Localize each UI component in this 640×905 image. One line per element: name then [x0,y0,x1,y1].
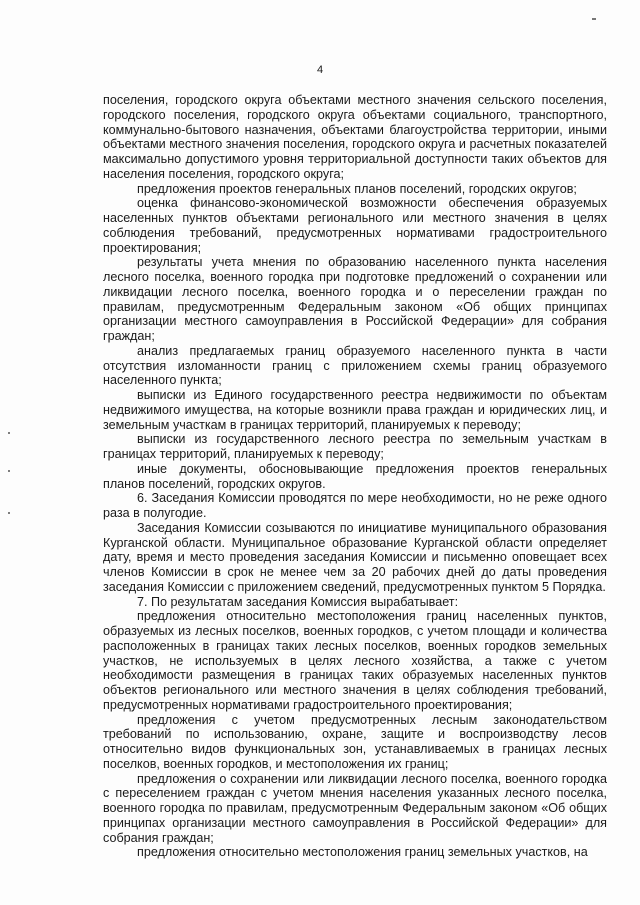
paragraph: поселения, городского округа объектами местного значения сельского поселения, городского поселения, городского округа объектами социального, транспортного, коммунально-бытового назначения, объектами благоустройства территории, иными объектами местного значения поселения, городского округа и расчетных показателей максимально допустимого уровня территориальной доступности таких объектов для населения поселения, городского округа; [103,93,607,181]
paragraph: Заседания Комиссии созываются по инициативе муниципального образования Курганской области. Муниципальное образование Курганской области определяет дату, время и место проведения заседания Комиссии и письменно оповещает всех членов Комиссии в срок не менее чем за 20 рабочих дней до даты проведения заседания Комиссии с приложением сведений, предусмотренных пунктом 5 Порядка. [103,520,607,594]
paragraph: предложения проектов генеральных планов поселений, городских округов; [137,181,577,196]
paragraph: анализ предлагаемых границ образуемого населенного пункта в части отсутствия изломанности границ с приложением схемы границ образуемого населенного пункта; [103,343,607,388]
scan-artifact [8,512,10,514]
paragraph: предложения с учетом предусмотренных лесным законодательством требований по использованию, охране, защите и воспроизводству лесов относительно видов функциональных зон, устанавливаемых в границах лесных поселков, военных городков, и местоположения их границ; [103,712,607,771]
paragraph: оценка финансово-экономической возможности обеспечения образуемых населенных пунктов объектами регионального или местного значения в целях соблюдения требований, предусмотренных нормативами градостроительного проектирования; [103,196,607,255]
document-body [103,93,607,860]
paragraph: предложения относительно местоположения границ земельных участков, на [137,845,588,860]
paragraph: предложения о сохранении или ликвидации лесного поселка, военного городка с переселением граждан с учетом мнения населения указанных лесного поселка, военного городка по правилам, предусмотренным Федеральным законом «Об общих принципах организации местного самоуправления в Российской Федерации» для собрания граждан; [103,771,607,845]
scan-artifact [8,470,10,472]
paragraph: иные документы, обосновывающие предложения проектов генеральных планов поселений, городских округов. [103,461,607,491]
paragraph: результаты учета мнения по образованию населенного пункта населения лесного поселка, военного городка при подготовке предложений о сохранении или ликвидации лесного поселка, военного городка и о переселении граждан по правилам, предусмотренным Федеральным законом «Об общих принципах организации местного самоуправления в Российской Федерации» для собрания граждан; [103,255,607,343]
page-number: 4 [316,64,324,76]
paragraph: выписки из государственного лесного реестра по земельным участкам в границах территорий, планируемых к переводу; [103,432,607,461]
scan-artifact [8,432,10,434]
paragraph: 7. По результатам заседания Комиссия вырабатывает: [137,594,459,609]
paragraph: предложения относительно местоположения границ населенных пунктов, образуемых из лесных поселков, военных городков, с учетом площади и количества расположенных в границах таких лесных поселков, военных городков земельных участков, не используемых в целях лесного хозяйства, а также с учетом необходимости размещения в границах таких образуемых населенных пунктов объектов регионального или местного значения в целях соблюдения требований, предусмотренных нормативами градостроительного проектирования; [103,609,607,712]
paragraph: 6. Заседания Комиссии проводятся по мере необходимости, но не реже одного раза в полугодие. [103,491,607,520]
scan-artifact [592,18,596,20]
paragraph: выписки из Единого государственного реестра недвижимости по объектам недвижимого имущества, на которые возникли права граждан и юридических лиц, и земельным участкам в границах территорий, планируемых к переводу; [103,388,607,432]
